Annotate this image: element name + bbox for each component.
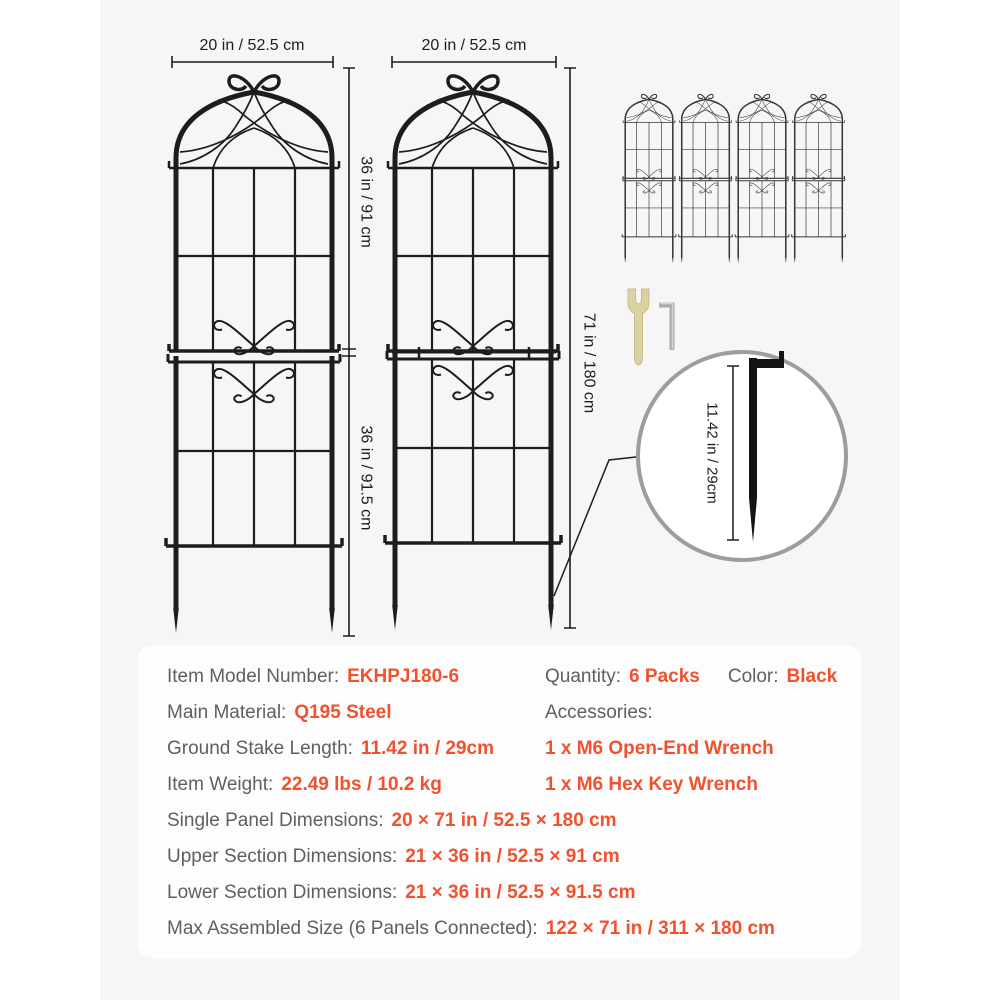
spec-value: 11.42 in / 29cm xyxy=(360,738,495,759)
lower-section-height-label: 36 in / 91.5 cm xyxy=(357,425,375,531)
spec-panel xyxy=(137,645,862,958)
spec-label: Item Weight: xyxy=(167,774,274,795)
mini-panel xyxy=(679,94,733,263)
total-height-dimension-line xyxy=(564,68,576,628)
spec-row-accessory-hexkey xyxy=(545,767,837,803)
spec-value: Black xyxy=(786,666,838,687)
spec-value: EKHPJ180-6 xyxy=(347,666,460,687)
spec-row-single-panel-dim xyxy=(167,803,836,839)
spec-row-lower-section-dim xyxy=(167,875,836,911)
mini-panel xyxy=(792,94,846,263)
spec-label: Ground Stake Length: xyxy=(167,738,353,759)
spec-value: 1 x M6 Open-End Wrench xyxy=(545,738,774,759)
total-height-label: 71 in / 180 cm xyxy=(580,312,598,414)
trellis-assembled-diagram xyxy=(385,76,561,630)
spec-row-weight xyxy=(167,767,545,803)
spec-row-max-assembled-size xyxy=(167,911,836,947)
panel2-width-label: 20 in / 52.5 cm xyxy=(421,37,527,54)
spec-row-accessories xyxy=(545,695,837,731)
spec-value: 1 x M6 Hex Key Wrench xyxy=(545,774,758,795)
spec-column-left xyxy=(167,659,545,803)
stake-detail-circle xyxy=(638,351,846,560)
spec-row-material xyxy=(167,695,545,731)
spec-row-quantity-color xyxy=(545,659,837,695)
spec-value: 122 × 71 in / 311 × 180 cm xyxy=(545,918,775,939)
mini-panels-group xyxy=(622,94,845,263)
stake-length-label: 11.42 in / 29cm xyxy=(703,402,721,504)
spec-label: Upper Section Dimensions: xyxy=(167,846,398,867)
spec-label: Item Model Number: xyxy=(167,666,340,687)
trellis-sections-diagram xyxy=(166,76,342,633)
spec-row-upper-section-dim xyxy=(167,839,836,875)
spec-value: 22.49 lbs / 10.2 kg xyxy=(281,774,442,795)
hex-key-icon xyxy=(659,304,673,351)
spec-row-stake-length xyxy=(167,731,545,767)
spec-row-accessory-wrench xyxy=(545,731,837,767)
spec-value: 21 × 36 in / 52.5 × 91.5 cm xyxy=(405,882,636,903)
spec-column-right xyxy=(545,659,837,803)
spec-value: 21 × 36 in / 52.5 × 91 cm xyxy=(405,846,620,867)
spec-label: Accessories: xyxy=(545,702,653,723)
spec-value: 6 Packs xyxy=(629,666,700,687)
mini-panel xyxy=(622,94,676,263)
mini-panel xyxy=(735,94,789,263)
detail-leader-line xyxy=(554,457,636,596)
section-height-dimension-line xyxy=(342,68,356,636)
width-dimension-lines xyxy=(172,56,556,68)
spec-label: Quantity: xyxy=(545,666,622,687)
spec-label: Main Material: xyxy=(167,702,287,723)
spec-label: Max Assembled Size (6 Panels Connected): xyxy=(167,918,538,939)
spec-label: Color: xyxy=(727,666,779,687)
panel1-width-label: 20 in / 52.5 cm xyxy=(199,37,305,54)
spec-row-model xyxy=(167,659,545,695)
upper-section-height-label: 36 in / 91 cm xyxy=(357,156,375,248)
spec-value: Q195 Steel xyxy=(294,702,392,723)
spec-label: Single Panel Dimensions: xyxy=(167,810,384,831)
spec-label: Lower Section Dimensions: xyxy=(167,882,398,903)
wrench-icon xyxy=(628,289,649,365)
spec-value: 20 × 71 in / 52.5 × 180 cm xyxy=(391,810,617,831)
